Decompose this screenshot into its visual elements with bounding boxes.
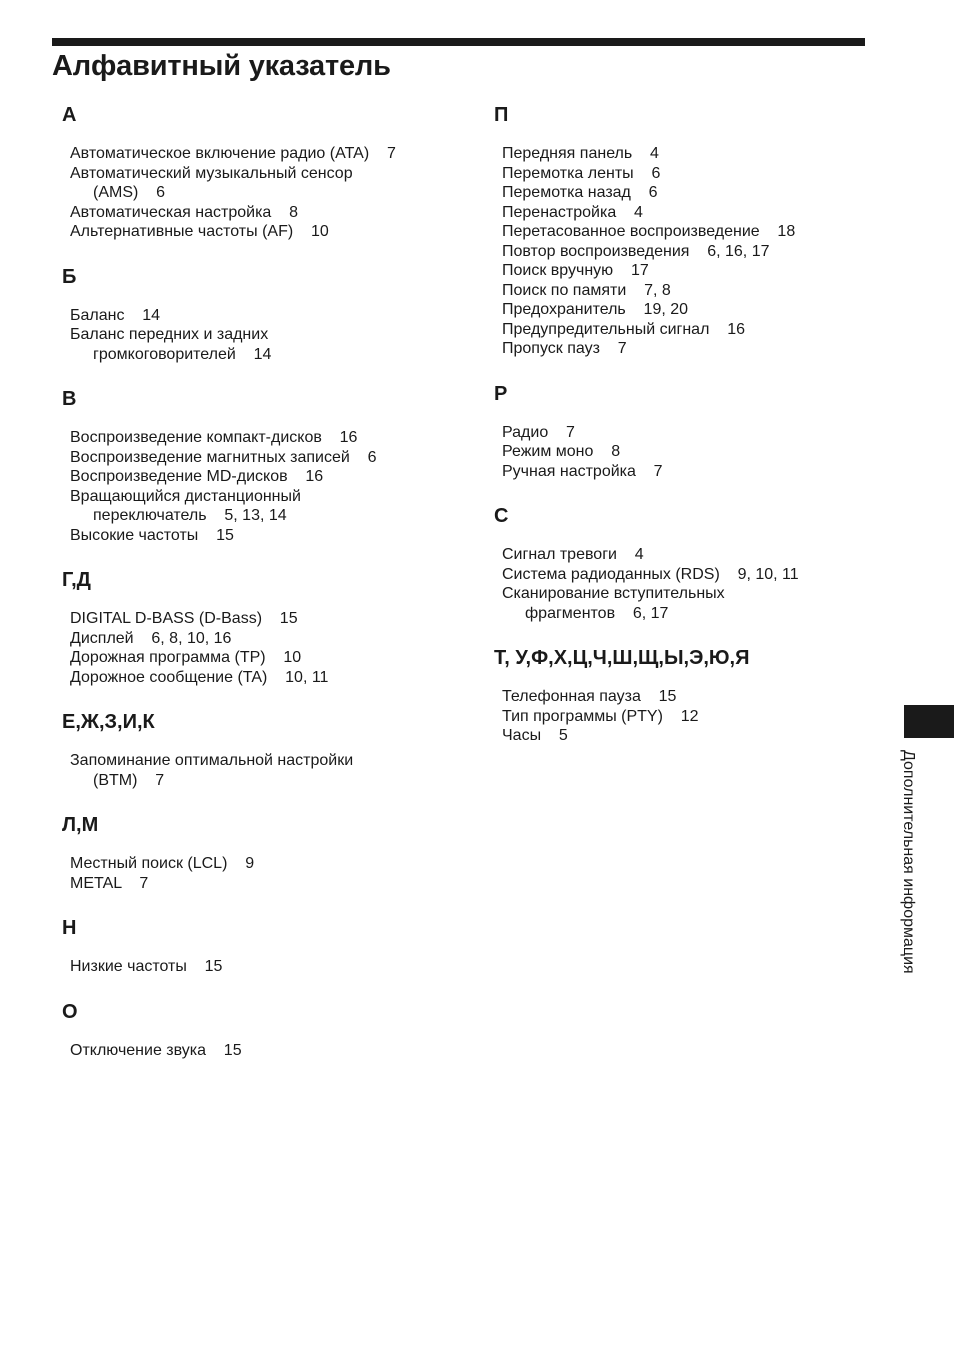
section-letter-heading: Б <box>62 265 77 288</box>
index-entry: Пропуск пауз 7 <box>502 340 627 357</box>
index-entry-list <box>62 751 462 790</box>
index-entry: Автоматическая настройка 8 <box>70 203 298 221</box>
index-section <box>494 102 874 359</box>
index-entry-continuation: фрагментов 6, 17 <box>525 604 669 622</box>
index-entry: Дорожное сообщение (TA) 10, 11 <box>70 668 329 686</box>
index-entry-list <box>494 687 874 746</box>
index-entry: Баланс передних и задних <box>70 326 269 343</box>
index-section <box>62 386 462 545</box>
index-entry: Поиск вручную 17 <box>502 262 649 279</box>
page-title: Алфавитный указатель <box>52 50 391 82</box>
side-section-label: Дополнительная информация <box>900 750 917 974</box>
section-letter-heading: Т, У,Ф,Х,Ц,Ч,Ш,Щ,Ы,Э,Ю,Я <box>494 647 750 669</box>
section-letter-heading: С <box>494 505 509 527</box>
index-entry: Повтор воспроизведения 6, 16, 17 <box>502 242 770 260</box>
index-entry: Автоматическое включение радио (ATA) 7 <box>70 145 396 162</box>
index-entry-list <box>62 854 462 893</box>
index-entry: DIGITAL D-BASS (D-Bass) 15 <box>70 610 298 627</box>
index-section <box>62 915 462 977</box>
index-entry: Радио 7 <box>502 423 575 441</box>
index-entry-list <box>62 306 462 365</box>
index-entry: Режим моно 8 <box>502 443 621 460</box>
index-entry-list <box>62 428 462 545</box>
section-letter-heading: Л,М <box>62 814 99 836</box>
index-entry-continuation: громкоговорителей 14 <box>93 345 272 363</box>
index-column-left <box>62 102 462 1082</box>
index-entry-list <box>494 144 874 359</box>
index-entry: Воспроизведение магнитных записей 6 <box>70 448 377 466</box>
section-letter-heading: В <box>62 388 77 410</box>
index-entry: Предохранитель 19, 20 <box>502 301 689 318</box>
index-entry-list <box>62 144 462 242</box>
index-entry: Воспроизведение компакт-дисков 16 <box>70 429 358 446</box>
index-entry-continuation: (AMS) 6 <box>93 184 166 201</box>
index-entry-continuation: переключатель 5, 13, 14 <box>93 507 287 524</box>
top-rule <box>52 38 865 46</box>
index-entry: Перетасованное воспроизведение 18 <box>502 223 796 240</box>
index-entry: Поиск по памяти 7, 8 <box>502 281 671 299</box>
index-section <box>62 102 462 242</box>
index-entry-list <box>62 957 462 977</box>
section-thumb-tab <box>904 705 954 738</box>
index-entry: Автоматический музыкальный сенсор <box>70 164 353 182</box>
index-entry: Часы 5 <box>502 727 568 744</box>
index-entry: Передняя панель 4 <box>502 145 659 162</box>
index-entry: Воспроизведение MD-дисков 16 <box>70 468 324 485</box>
index-entry-continuation: (BTM) 7 <box>93 771 165 789</box>
section-letter-heading: Р <box>494 382 508 405</box>
index-entry: METAL 7 <box>70 874 149 892</box>
index-column-right <box>494 102 874 768</box>
section-letter-heading: П <box>494 104 509 126</box>
section-letter-heading: А <box>62 104 77 126</box>
section-letter-heading: О <box>62 1000 78 1023</box>
index-section <box>494 645 874 746</box>
index-entry: Перенастройка 4 <box>502 203 643 221</box>
index-entry: Вращающийся дистанционный <box>70 487 301 505</box>
index-entry: Дорожная программа (TP) 10 <box>70 649 302 666</box>
index-entry-list <box>62 1041 462 1061</box>
index-entry-list <box>494 423 874 482</box>
section-letter-heading: Е,Ж,З,И,К <box>62 711 155 733</box>
index-entry: Ручная настройка 7 <box>502 462 663 480</box>
index-section <box>62 264 462 365</box>
index-entry: Тип программы (PTY) 12 <box>502 707 699 725</box>
index-entry: Сигнал тревоги 4 <box>502 546 644 563</box>
index-section <box>62 999 462 1061</box>
index-section <box>62 567 462 687</box>
index-entry: Система радиоданных (RDS) 9, 10, 11 <box>502 565 799 583</box>
index-section <box>62 709 462 790</box>
index-entry-list <box>494 545 874 623</box>
index-section <box>62 812 462 893</box>
index-entry: Баланс 14 <box>70 306 161 324</box>
index-entry: Альтернативные частоты (AF) 10 <box>70 223 329 240</box>
index-entry-list <box>62 609 462 687</box>
index-entry: Отключение звука 15 <box>70 1041 242 1059</box>
index-entry: Запоминание оптимальной настройки <box>70 752 354 769</box>
index-entry: Сканирование вступительных <box>502 585 725 602</box>
index-entry: Высокие частоты 15 <box>70 526 234 544</box>
index-section <box>494 503 874 623</box>
index-entry: Низкие частоты 15 <box>70 958 223 975</box>
index-entry: Перемотка назад 6 <box>502 184 658 201</box>
index-entry: Предупредительный сигнал 16 <box>502 320 745 338</box>
index-entry: Местный поиск (LCL) 9 <box>70 855 255 872</box>
index-section <box>494 381 874 482</box>
section-letter-heading: Г,Д <box>62 569 91 591</box>
section-letter-heading: Н <box>62 917 77 939</box>
index-entry: Дисплей 6, 8, 10, 16 <box>70 629 232 647</box>
index-entry: Перемотка ленты 6 <box>502 164 661 182</box>
index-entry: Телефонная пауза 15 <box>502 688 677 705</box>
